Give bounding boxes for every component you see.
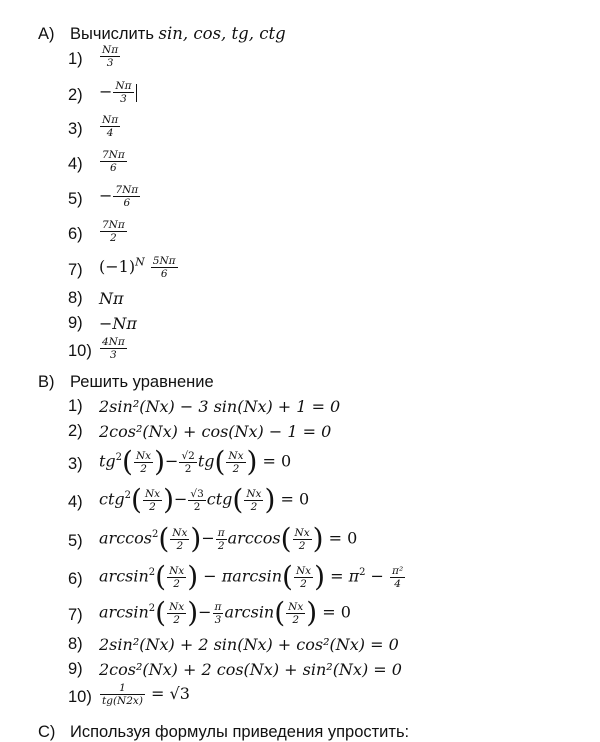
fraction: $\frac{N\pi}{3}$ xyxy=(102,44,119,69)
item-number: 9) xyxy=(68,314,83,332)
item-expression: Nπ xyxy=(99,289,124,308)
fraction: $\frac{Nx}{2}$ xyxy=(294,526,310,552)
section-title-math: sin, cos, tg, ctg xyxy=(158,24,286,43)
fraction: $\frac{Nx}{2}$ xyxy=(169,564,185,590)
item-expression: $\arcsin^2$( $\frac{Nx}{2}$ )− $\frac{\pi}{3}$ arcsin( $\frac{Nx}{2}$ ) = 0 xyxy=(99,596,351,629)
item-expression xyxy=(99,149,128,174)
fraction: $\frac{Nx}{2}$ xyxy=(135,449,152,475)
item-number: 10) xyxy=(68,688,92,706)
item-expression: 2sin²(Nx) − 3 sin(Nx) + 1 = 0 xyxy=(99,397,341,416)
item-number: 1) xyxy=(68,50,83,68)
fraction: $\frac{\pi}{3}$ xyxy=(214,600,222,626)
item-expression: − $\frac{7N\pi}{6}$ xyxy=(99,184,139,209)
section-letter: A) xyxy=(38,25,55,43)
item-expression: $\frac{1}{tg(N2x)}$ = √3 xyxy=(102,682,190,707)
item-number: 9) xyxy=(68,660,83,678)
item-number: 8) xyxy=(68,635,83,653)
item-number: 7) xyxy=(68,261,83,279)
fraction: $\frac{Nx}{2}$ xyxy=(144,487,161,513)
item-number: 5) xyxy=(68,532,83,550)
item-expression: $(-1)^N$ $\frac{5N\pi}{6}$ xyxy=(99,255,176,280)
section-title: Используя формулы приведения упростить: xyxy=(70,723,410,741)
fraction: $\frac{7N\pi}{2}$ xyxy=(102,219,125,244)
item-expression: $tg^2$( $\frac{Nx}{2}$ )− $\frac{√2}{2}$ tg( $\frac{Nx}{2}$ ) = 0 xyxy=(99,445,292,478)
section-c-heading xyxy=(38,722,409,742)
item-number: 4) xyxy=(68,155,83,173)
item-number: 10) xyxy=(68,342,92,360)
item-expression: −Nπ xyxy=(99,314,137,333)
fraction: $\frac{\pi}{2}$ xyxy=(217,526,225,552)
fraction: $\frac{4N\pi}{3}$ xyxy=(102,336,125,361)
fraction: $\frac{Nx}{2}$ xyxy=(288,600,304,626)
section-title: Вычислить xyxy=(70,25,154,43)
fraction: $\frac{√2}{2}$ xyxy=(181,449,195,475)
item-expression: 2cos²(Nx) + 2 cos(Nx) + sin²(Nx) = 0 xyxy=(99,660,402,679)
item-number: 3) xyxy=(68,120,83,138)
item-expression: $\arccos^2$( $\frac{Nx}{2}$ )− $\frac{\pi}{2}$ arccos( $\frac{Nx}{2}$ ) = 0 xyxy=(99,522,358,555)
item-number: 2) xyxy=(68,422,83,440)
fraction: $\frac{Nx}{2}$ xyxy=(295,564,312,590)
item-number: 6) xyxy=(68,225,83,243)
section-title: Решить уравнение xyxy=(70,373,214,391)
item-number: 3) xyxy=(68,455,83,473)
fraction: $\frac{N\pi}{4}$ xyxy=(102,114,119,139)
item-expression xyxy=(99,219,128,244)
fraction: $\frac{7N\pi}{6}$ xyxy=(115,184,139,209)
fraction: $\frac{7N\pi}{6}$ xyxy=(102,149,125,174)
item-number: 6) xyxy=(68,570,83,588)
item-expression: ctg$^2$( $\frac{Nx}{2}$ )− $\frac{√3}{2}$ ctg( $\frac{Nx}{2}$ ) = 0 xyxy=(99,483,310,516)
fraction: $\frac{1}{tg(N2x)}$ xyxy=(102,682,143,707)
fraction: $\frac{Nx}{2}$ xyxy=(228,449,244,475)
item-expression: 2cos²(Nx) + cos(Nx) − 1 = 0 xyxy=(99,422,332,441)
item-expression: $\arcsin^2$( $\frac{Nx}{2}$ ) − πarcsin( $\frac{Nx}{2}$ ) = $\pi^2$ − $\frac{\text{π²}}{4}$ xyxy=(99,560,404,593)
fraction: $\frac{N\pi}{3}$ xyxy=(115,80,132,105)
text-cursor xyxy=(136,84,137,102)
fraction: $\frac{\text{π²}}{4}$ xyxy=(392,564,404,590)
item-number: 5) xyxy=(68,190,83,208)
item-expression xyxy=(99,44,121,69)
item-expression: − $\frac{N\pi}{3}$ xyxy=(99,80,137,105)
item-number: 8) xyxy=(68,289,83,307)
item-expression xyxy=(99,336,128,361)
item-number: 1) xyxy=(68,397,83,415)
item-number: 2) xyxy=(68,86,83,104)
item-number: 7) xyxy=(68,606,83,624)
section-letter: C) xyxy=(38,723,56,741)
item-number: 4) xyxy=(68,493,83,511)
section-a-heading xyxy=(38,24,286,44)
section-letter: B) xyxy=(38,373,55,391)
section-b-heading xyxy=(38,372,214,392)
fraction: $\frac{Nx}{2}$ xyxy=(172,526,188,552)
fraction: $\frac{Nx}{2}$ xyxy=(246,487,262,513)
fraction: $\frac{Nx}{2}$ xyxy=(169,600,185,626)
fraction: $\frac{5N\pi}{6}$ xyxy=(152,255,176,280)
item-expression: 2sin²(Nx) + 2 sin(Nx) + cos²(Nx) = 0 xyxy=(99,635,399,654)
fraction: $\frac{√3}{2}$ xyxy=(190,487,204,513)
item-expression xyxy=(99,114,121,139)
